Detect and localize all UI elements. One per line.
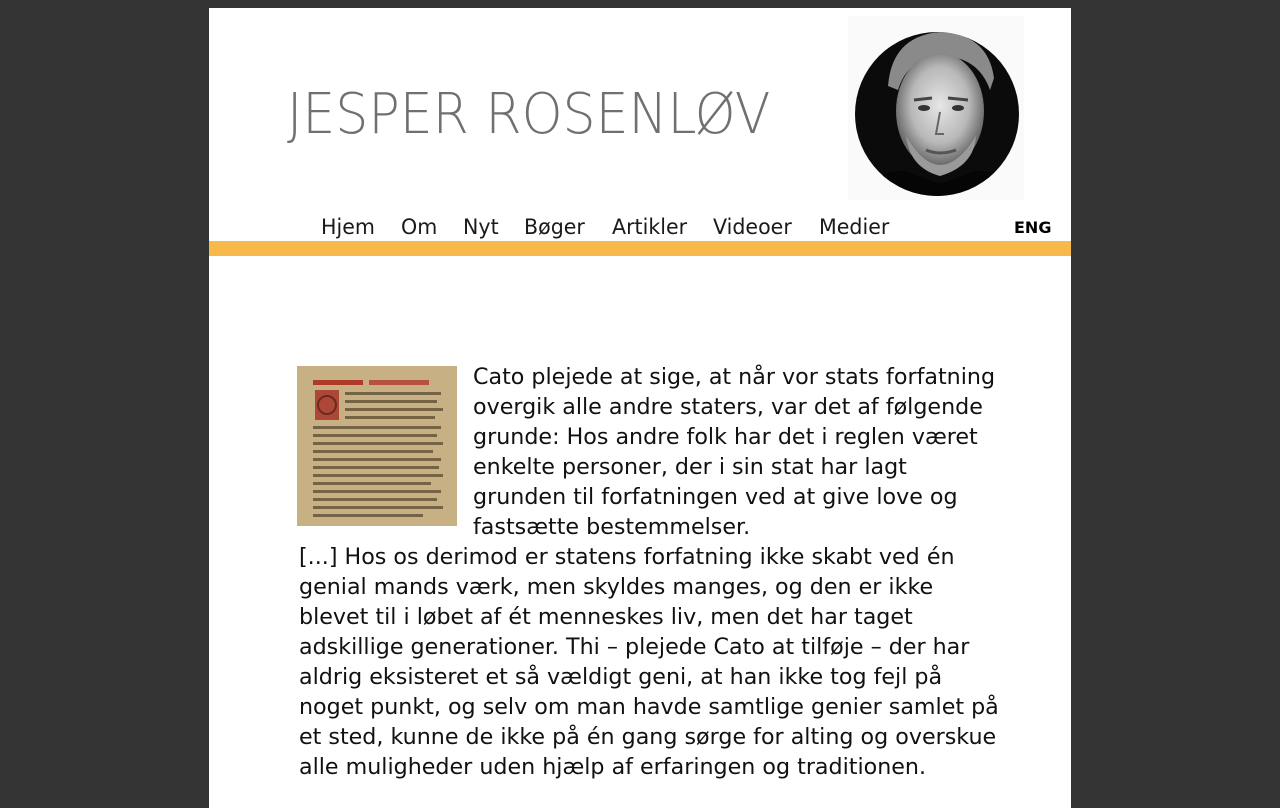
manuscript-thumbnail-icon: [297, 366, 457, 526]
quote-paragraph-lead: Cato plejede at sige, at når vor stats forfatning overgik alle andre staters, var det af følgende grunde: Hos andre folk har det i reglen været enkelte personer, der i sin stat har lagt grunden til forfatningen ved at give love og fastsætte bestemmelser.: [473, 364, 996, 540]
nav-item-videoer[interactable]: Videoer: [713, 215, 792, 239]
page-container: [209, 8, 1071, 808]
nav-item-medier[interactable]: Medier: [818, 215, 889, 239]
nav-item-boger[interactable]: Bøger: [524, 215, 586, 239]
article-content: [299, 362, 1007, 782]
site-title[interactable]: JESPER ROSENLØV: [287, 82, 771, 147]
portrait-image: [848, 16, 1024, 200]
manuscript-image: [297, 366, 457, 526]
language-switch-link[interactable]: ENG: [1014, 218, 1052, 237]
author-portrait[interactable]: [848, 16, 1024, 200]
quote-paragraph-body: [...] Hos os derimod er statens forfatning ikke skabt ved én genial mands værk, men skyldes manges, og den er ikke blevet til i løbet af ét menneskes liv, men det har taget adskillige generationer. Thi – plejede Cato at tilføje – der har aldrig eksisteret et så vældigt geni, at han ikke tog fejl på noget punkt, og selv om man havde samtlige genier samlet på et sted, kunne de ikke på én gang sørge for alting og overskue alle muligheder uden hjælp af erfaringen og traditionen.: [299, 544, 999, 780]
nav-menu: [321, 212, 915, 242]
nav-item-artikler[interactable]: Artikler: [611, 215, 687, 239]
nav-item-nyt[interactable]: Nyt: [463, 215, 499, 239]
nav-item-hjem[interactable]: Hjem: [321, 215, 375, 239]
nav-item-om[interactable]: Om: [401, 215, 438, 239]
accent-divider-bar: [209, 241, 1071, 256]
